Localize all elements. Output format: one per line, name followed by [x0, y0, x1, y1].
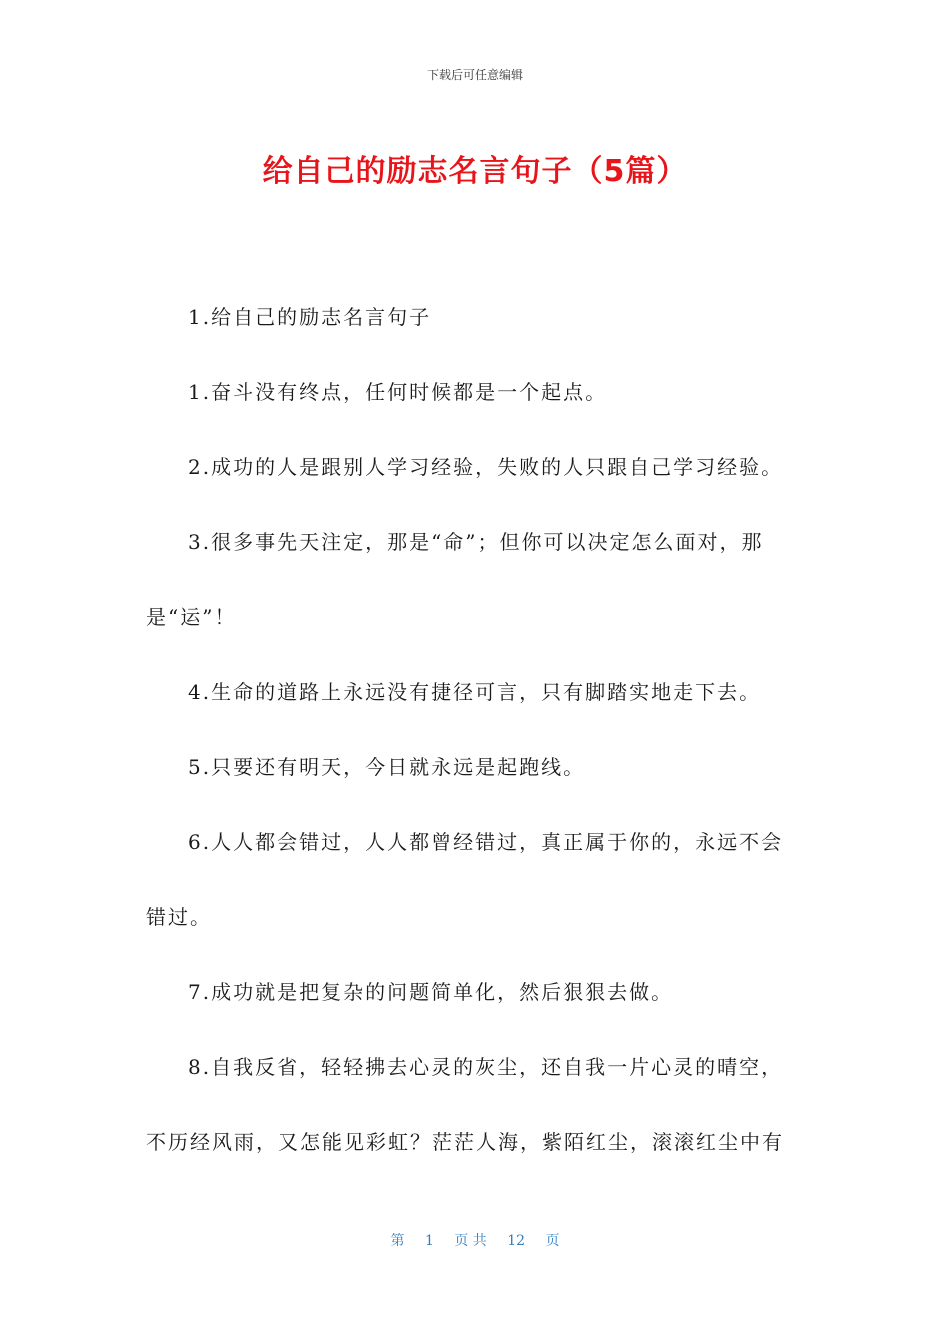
footer-page-number: 1: [424, 1233, 434, 1249]
body-line: 是“运”！: [146, 605, 237, 629]
body-line: 1.给自己的励志名言句子: [188, 305, 432, 329]
body-line: 3.很多事先天注定，那是“命”；但你可以决定怎么面对，那: [188, 530, 764, 554]
body-line: 2.成功的人是跟别人学习经验，失败的人只跟自己学习经验。: [188, 455, 784, 479]
body-line: 8.自我反省，轻轻拂去心灵的灰尘，还自我一片心灵的晴空，: [188, 1055, 784, 1079]
body-line: 不历经风雨，又怎能见彩虹？茫茫人海，紫陌红尘，滚滚红尘中有: [146, 1130, 784, 1154]
body-line: 1.奋斗没有终点，任何时候都是一个起点。: [188, 380, 608, 404]
body-line: 7.成功就是把复杂的问题简单化，然后狠狠去做。: [188, 980, 674, 1004]
footer-suffix: 页: [545, 1233, 560, 1249]
page-footer: [0, 1230, 950, 1250]
document-body: [146, 280, 796, 1180]
body-line: 4.生命的道路上永远没有捷径可言，只有脚踏实地走下去。: [188, 680, 762, 704]
footer-middle: 页 共: [454, 1233, 487, 1249]
footer-prefix: 第: [390, 1233, 405, 1249]
header-note: 下载后可任意编辑: [426, 68, 523, 82]
footer-total-pages: 12: [507, 1233, 526, 1249]
body-line: 6.人人都会错过，人人都曾经错过，真正属于你的，永远不会: [188, 830, 784, 854]
body-line: 5.只要还有明天，今日就永远是起跑线。: [188, 755, 586, 779]
body-line: 错过。: [146, 905, 212, 929]
document-title: 给自己的励志名言句子（5篇）: [262, 154, 688, 189]
